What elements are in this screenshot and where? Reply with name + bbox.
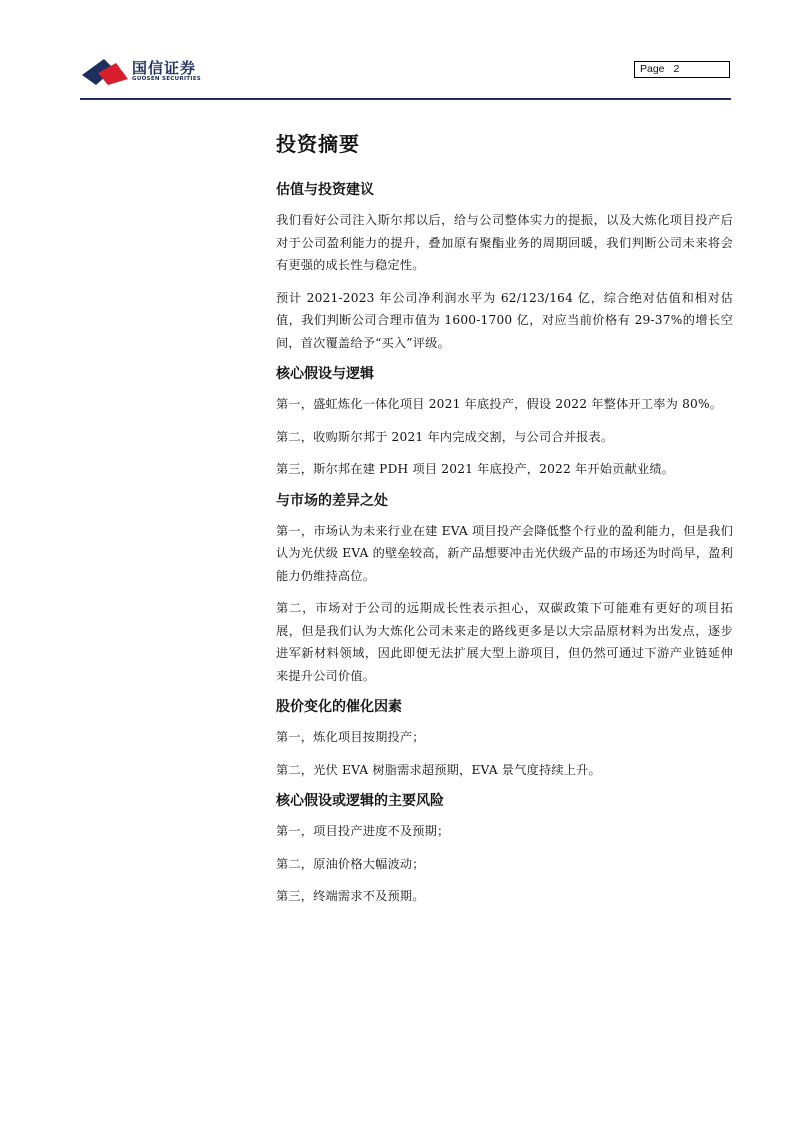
paragraph: 第二，原油价格大幅波动； <box>276 856 425 871</box>
logo-mark-icon <box>80 55 130 89</box>
paragraph: 我们看好公司注入斯尔邦以后，给与公司整体实力的提振，以及大炼化项目投产后对于公司盈利能力的提升，叠加原有聚酯业务的周期回暖，我们判断公司未来将会有更强的成长性与稳定性。 <box>276 213 733 272</box>
paragraph: 第三，终端需求不及预期。 <box>276 889 425 903</box>
paragraph: 第二，收购斯尔邦于 2021 年内完成交割，与公司合并报表。 <box>276 429 614 444</box>
section-risks <box>276 791 733 908</box>
guosen-logo <box>80 55 210 89</box>
section-market-differences <box>276 491 733 688</box>
logo-chinese-name: 国信证券 <box>132 59 197 77</box>
section-heading: 与市场的差异之处 <box>276 492 388 509</box>
report-body <box>276 130 733 918</box>
section-heading: 股价变化的催化因素 <box>276 699 402 715</box>
paragraph: 第一，项目投产进度不及预期； <box>276 824 450 838</box>
page-label: Page <box>640 63 665 75</box>
section-heading: 核心假设与逻辑 <box>276 366 374 382</box>
paragraph: 第一，盛虹炼化一体化项目 2021 年底投产，假设 2022 年整体开工率为 80%。 <box>276 397 723 411</box>
paragraph: 预计 2021-2023 年公司净利润水平为 62/123/164 亿，综合绝对估值和相对估值，我们判断公司合理市值为 1600-1700 亿，对应当前价格有 29-37%的增长空间，首次覆盖给予“买入”评级。 <box>276 290 733 350</box>
section-core-assumptions <box>276 364 733 481</box>
logo-english-name: GUOSEN SECURITIES <box>132 76 202 82</box>
page-number: 2 <box>673 63 680 75</box>
page-header <box>0 0 793 100</box>
section-catalysts <box>276 697 733 781</box>
paragraph: 第二，市场对于公司的远期成长性表示担心，双碳政策下可能难有更好的项目拓展，但是我们认为大炼化公司未来走的路线更多是以大宗品原材料为出发点，逐步进军新材料领域，因此即便无法扩展大型上游项目，但仍然可通过下游产业链延伸来提升公司价值。 <box>276 601 733 683</box>
paragraph: 第一，市场认为未来行业在建 EVA 项目投产会降低整个行业的盈利能力，但是我们认为光伏级 EVA 的壁垒较高，新产品想要冲击光伏级产品的市场还为时尚早，盈利能力仍维持高位。 <box>276 523 733 583</box>
page-title: 投资摘要 <box>276 132 360 156</box>
section-heading: 估值与投资建议 <box>276 182 374 198</box>
paragraph: 第一，炼化项目按期投产； <box>276 730 425 744</box>
page-indicator <box>634 61 730 78</box>
header-divider <box>80 98 731 100</box>
paragraph: 第二，光伏 EVA 树脂需求超预期，EVA 景气度持续上升。 <box>276 762 601 777</box>
section-valuation <box>276 180 733 354</box>
section-heading: 核心假设或逻辑的主要风险 <box>276 793 444 809</box>
paragraph: 第三，斯尔邦在建 PDH 项目 2021 年底投产，2022 年开始贡献业绩。 <box>276 462 675 476</box>
